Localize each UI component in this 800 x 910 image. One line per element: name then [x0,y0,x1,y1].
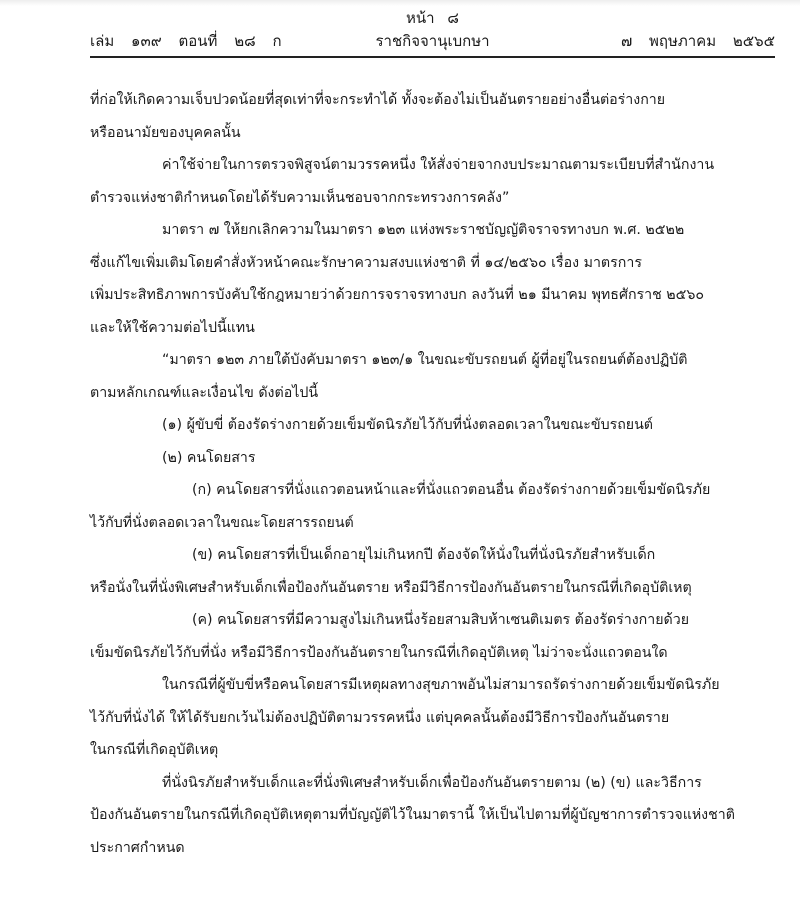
text-line: ที่ก่อให้เกิดความเจ็บปวดน้อยที่สุดเท่าที่จะกระทำได้ ทั้งจะต้องไม่เป็นอันตรายอย่างอื่นต่อร่างกาย [90,92,666,108]
text-line: ตำรวจแห่งชาติกำหนดโดยได้รับความเห็นชอบจากกระทรวงการคลัง” [90,189,510,206]
volume-issue [90,30,294,52]
page-label: หน้า [406,9,435,27]
clause-2a: (ก) คนโดยสารที่นั่งแถวตอนหน้าและที่นั่งแถวตอนอื่น ต้องรัดร่างกายด้วยเข็มขัดนิรภัย [192,482,711,498]
publication-title: ราชกิจจานุเบกษา [375,32,490,50]
date-day: ๗ [620,32,633,50]
window-top-edge [0,0,800,6]
paragraph-start: ที่นั่งนิรภัยสำหรับเด็กและที่นั่งพิเศษสำหรับเด็กเพื่อป้องกันอันตรายตาม (๒) (ข) และวิธีการ [162,774,702,791]
date-month: พฤษภาคม [649,32,717,50]
text-line: หรืออนามัยของบุคคลนั้น [90,124,241,141]
text-line: ซึ่งแก้ไขเพิ่มเติมโดยคำสั่งหัวหน้าคณะรักษาความสงบแห่งชาติ ที่ ๑๔/๒๕๖๐ เรื่อง มาตรการ [90,254,642,271]
document-body [90,84,780,864]
text-line: เข็มขัดนิรภัยไว้กับที่นั่ง หรือมีวิธีการป้องกันอันตรายในกรณีที่เกิดอุบัติเหตุ ไม่ว่าจะนั่งแถวตอนใด [90,644,668,661]
volume-label: เล่ม [90,32,115,50]
text-line: ไว้กับที่นั่งได้ ให้ได้รับยกเว้นไม่ต้องปฏิบัติตามวรรคหนึ่ง แต่บุคคลนั้นต้องมีวิธีการป้องกันอันตราย [90,709,670,726]
text-line: ตามหลักเกณฑ์และเงื่อนไข ดังต่อไปนี้ [90,384,319,401]
paragraph-start: ค่าใช้จ่ายในการตรวจพิสูจน์ตามวรรคหนึ่ง ให้สั่งจ่ายจากงบประมาณตามระเบียบที่สำนักงาน [162,157,715,173]
date-year: ๒๕๖๕ [732,32,775,50]
issue-number: ๒๘ [234,32,256,50]
gazette-page-header [90,8,775,58]
issue-label: ตอนที่ [178,32,218,50]
section-7-heading: มาตรา ๗ ให้ยกเลิกความในมาตรา ๑๒๓ แห่งพระราชบัญญัติจราจรทางบก พ.ศ. ๒๕๒๒ [162,222,685,238]
text-line: ประกาศกำหนด [90,839,185,856]
text-line: ป้องกันอันตรายในกรณีที่เกิดอุบัติเหตุตามที่บัญญัติไว้ในมาตรานี้ ให้เป็นไปตามที่ผู้บัญชาการตำรวจแห่งชาติ [90,807,735,823]
text-line: ไว้กับที่นั่งตลอดเวลาในขณะโดยสารรถยนต์ [90,514,354,531]
section-123-heading: “มาตรา ๑๒๓ ภายใต้บังคับมาตรา ๑๒๓/๑ ในขณะขับรถยนต์ ผู้ที่อยู่ในรถยนต์ต้องปฏิบัติ [162,352,688,368]
publication-date [621,30,775,52]
paragraph-start: ในกรณีที่ผู้ขับขี่หรือคนโดยสารมีเหตุผลทางสุขภาพอันไม่สามารถรัดร่างกายด้วยเข็มขัดนิรภัย [162,677,720,693]
clause-2b: (ข) คนโดยสารที่เป็นเด็กอายุไม่เกินหกปี ต้องจัดให้นั่งในที่นั่งนิรภัยสำหรับเด็ก [192,547,656,563]
page-number [90,8,775,30]
volume-number: ๑๓๙ [131,32,162,50]
clause-2c: (ค) คนโดยสารที่มีความสูงไม่เกินหนึ่งร้อยสามสิบห้าเซนติเมตร ต้องรัดร่างกายด้วย [192,612,690,628]
text-line: ในกรณีที่เกิดอุบัติเหตุ [90,742,219,758]
text-line: หรือนั่งในที่นั่งพิเศษสำหรับเด็กเพื่อป้องกันอันตราย หรือมีวิธีการป้องกันอันตรายในกรณีที่เกิดอุบัติเหตุ [90,579,692,596]
page-number-value: ๘ [447,9,459,27]
clause-2: (๒) คนโดยสาร [162,449,256,466]
issue-suffix: ก [272,32,282,50]
clause-1: (๑) ผู้ขับขี่ ต้องรัดร่างกายด้วยเข็มขัดนิรภัยไว้กับที่นั่งตลอดเวลาในขณะขับรถยนต์ [162,417,654,433]
text-line: และให้ใช้ความต่อไปนี้แทน [90,319,255,336]
text-line: เพิ่มประสิทธิภาพการบังคับใช้กฎหมายว่าด้วยการจราจรทางบก ลงวันที่ ๒๑ มีนาคม พุทธศักราช ๒๕๖๐ [90,287,705,303]
header-row [90,30,775,58]
